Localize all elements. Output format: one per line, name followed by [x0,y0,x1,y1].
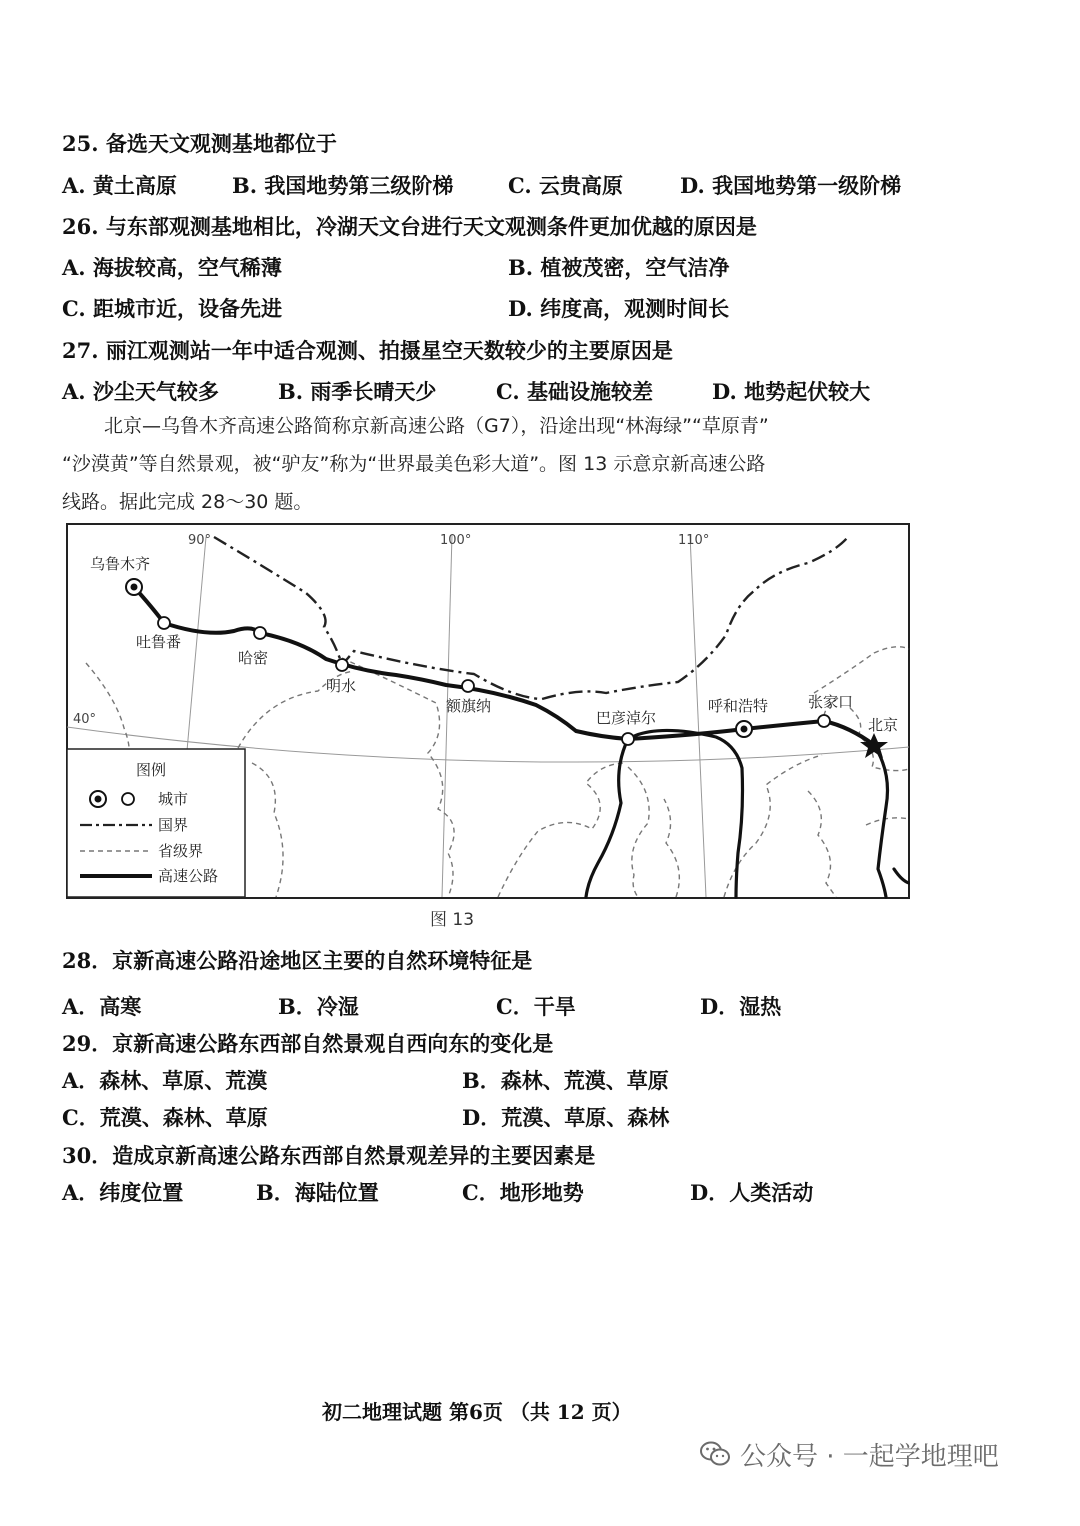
watermark [700,1434,999,1474]
question-30-option-c: C．地形地势 [462,1180,584,1205]
label-ejina: 额旗纳 [446,697,492,715]
question-29-option-d: D．荒漠、草原、森林 [462,1105,670,1130]
question-29-stem: 29．京新高速公路东西部自然景观自西向东的变化是 [62,1031,554,1056]
question-27-option-d: D. 地势起伏较大 [712,379,871,404]
question-30-stem: 30．造成京新高速公路东西部自然景观差异的主要因素是 [62,1143,596,1168]
label-turpan: 吐鲁番 [136,633,182,651]
question-26-option-a: A. 海拔较高，空气稀薄 [62,255,282,280]
question-26-option-d: D. 纬度高，观测时间长 [508,296,730,321]
passage-line-2: “沙漠黄”等自然景观，被“驴友”称为“世界最美色彩大道”。图 13 示意京新高速公路 [62,453,766,475]
lon-label-100: 100° [440,533,472,548]
question-29-option-a: A．森林、草原、荒漠 [62,1068,268,1093]
label-mingshui: 明水 [326,677,357,695]
label-zhangjiakou: 张家口 [808,693,854,711]
lon-label-90: 90° [188,533,212,548]
page-footer: 初二地理试题 第6页 （共 12 页） [322,1400,632,1424]
legend-title: 图例 [136,761,167,779]
question-28-option-d: D．湿热 [700,994,782,1019]
legend-expressway-label: 高速公路 [158,867,219,885]
label-hohhot: 呼和浩特 [708,697,769,715]
label-beijing: 北京 [868,716,899,734]
legend-national-border-label: 国界 [158,816,189,834]
question-27-option-a: A. 沙尘天气较多 [62,379,219,404]
passage-line-1: 北京—乌鲁木齐高速公路简称京新高速公路（G7），沿途出现“林海绿”“草原青” [104,415,769,437]
map-legend [67,749,245,897]
passage-line-3: 线路。据此完成 28～30 题。 [62,491,313,513]
question-28-option-b: B．冷湿 [278,994,359,1019]
question-25-option-d: D. 我国地势第一级阶梯 [680,173,902,198]
question-30-option-d: D．人类活动 [690,1180,814,1205]
watermark-text: 公众号 · 一起学地理吧 [740,1441,999,1472]
question-30-option-b: B．海陆位置 [256,1180,379,1205]
question-26-option-b: B. 植被茂密，空气洁净 [508,255,730,280]
legend-city-icon [122,793,134,805]
lat-label-40: 40° [73,712,97,727]
question-25-option-a: A. 黄土高原 [62,173,177,198]
lon-label-110: 110° [678,533,710,548]
legend-city-label: 城市 [158,790,189,808]
legend-provincial-border-label: 省级界 [158,842,204,860]
question-27-option-b: B. 雨季长晴天少 [278,379,437,404]
question-25-option-c: C. 云贵高原 [508,173,623,198]
question-28-option-c: C．干旱 [496,994,576,1019]
question-27-option-c: C. 基础设施较差 [496,379,653,404]
question-30-option-a: A．纬度位置 [62,1180,184,1205]
question-25-stem: 25. 备选天文观测基地都位于 [62,131,337,156]
wechat-icon [700,1440,730,1468]
question-29-option-c: C．荒漠、森林、草原 [62,1105,268,1130]
question-27-stem: 27. 丽江观测站一年中适合观测、拍摄星空天数较少的主要原因是 [62,338,673,363]
question-28-option-a: A．高寒 [62,994,142,1019]
label-hami: 哈密 [238,649,269,667]
question-29-option-b: B．森林、荒漠、草原 [462,1068,669,1093]
label-bayannur: 巴彦淖尔 [596,709,657,727]
question-25-option-b: B. 我国地势第三级阶梯 [232,173,454,198]
question-28-stem: 28．京新高速公路沿途地区主要的自然环境特征是 [62,948,533,973]
route-map [66,523,910,899]
question-26-stem: 26. 与东部观测基地相比，冷湖天文台进行天文观测条件更加优越的原因是 [62,214,757,239]
label-urumqi: 乌鲁木齐 [90,555,151,573]
figure-caption: 图 13 [430,910,475,930]
question-26-option-c: C. 距城市近，设备先进 [62,296,282,321]
